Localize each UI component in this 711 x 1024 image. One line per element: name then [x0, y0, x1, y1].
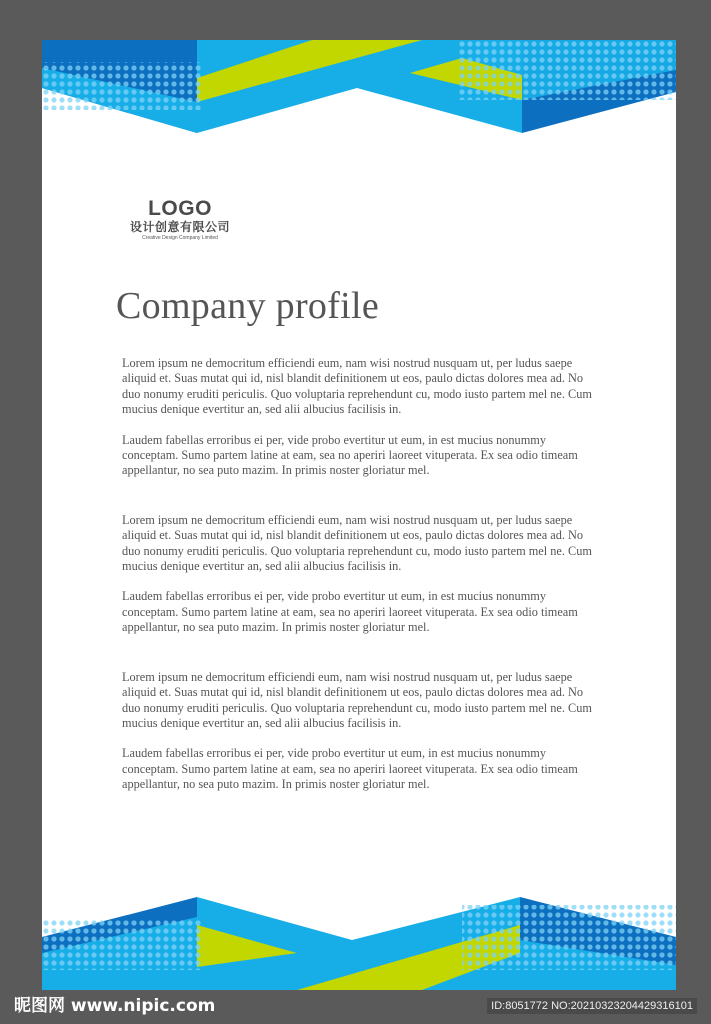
company-logo [120, 198, 240, 242]
top-dot-pattern-left [42, 62, 202, 110]
top-dot-pattern-right [457, 40, 676, 100]
document-body [122, 356, 602, 793]
paragraph: Laudem fabellas erroribus ei per, vide probo evertitur ut eum, in est mucius nonummy conceptam. Sumo partem latine at eam, sea no aperiri laoreet vituperata. Ex sea odio timeam appellantur, no sea puto mazim. In primis noster gloriatur mel. [122, 746, 578, 792]
image-id-watermark: ID:8051772 NO:20210323204429316101 [487, 998, 697, 1014]
top-geometric-banner [42, 40, 676, 135]
bottom-dot-pattern-right [462, 905, 676, 970]
paragraph: Laudem fabellas erroribus ei per, vide probo evertitur ut eum, in est mucius nonummy conceptam. Sumo partem latine at eam, sea no aperiri laoreet vituperata. Ex sea odio timeam appellantur, no sea puto mazim. In primis noster gloriatur mel. [122, 432, 578, 478]
company-name-english: Creative Design Company Limited [142, 235, 218, 241]
paragraph: Laudem fabellas erroribus ei per, vide probo evertitur ut eum, in est mucius nonummy conceptam. Sumo partem latine at eam, sea no aperiri laoreet vituperata. Ex sea odio timeam appellantur, no sea puto mazim. In primis noster gloriatur mel. [122, 589, 578, 635]
company-name-chinese: 设计创意有限公司 [129, 220, 230, 234]
bottom-dot-pattern-left [42, 920, 202, 970]
bottom-geometric-banner [42, 895, 676, 990]
site-watermark: 昵图网 www.nipic.com [14, 996, 216, 1016]
paragraph: Lorem ipsum ne democritum efficiendi eum, nam wisi nostrud nusquam ut, per ludus saepe aliquid et. Suas mutat qui id, nisl blandit definitionem ut eos, paulo dictas dolores mea ad. No duo nonumy eruditi periculis. Quo voluptaria reprehendunt cu, modo iusto partem mel ne. Cum mucius denique evertitur an, sed alii albucius facilisis in. [122, 356, 592, 417]
paragraph: Lorem ipsum ne democritum efficiendi eum, nam wisi nostrud nusquam ut, per ludus saepe aliquid et. Suas mutat qui id, nisl blandit definitionem ut eos, paulo dictas dolores mea ad. No duo nonumy eruditi periculis. Quo voluptaria reprehendunt cu, modo iusto partem mel ne. Cum mucius denique evertitur an, sed alii albucius facilisis in. [122, 669, 592, 730]
page-title: Company profile [116, 285, 380, 327]
watermark-bar [0, 990, 711, 1024]
paragraph: Lorem ipsum ne democritum efficiendi eum, nam wisi nostrud nusquam ut, per ludus saepe aliquid et. Suas mutat qui id, nisl blandit definitionem ut eos, paulo dictas dolores mea ad. No duo nonumy eruditi periculis. Quo voluptaria reprehendunt cu, modo iusto partem mel ne. Cum mucius denique evertitur an, sed alii albucius facilisis in. [122, 512, 592, 574]
logo-mark: LOGO [148, 197, 212, 220]
letterhead-page [42, 40, 676, 990]
